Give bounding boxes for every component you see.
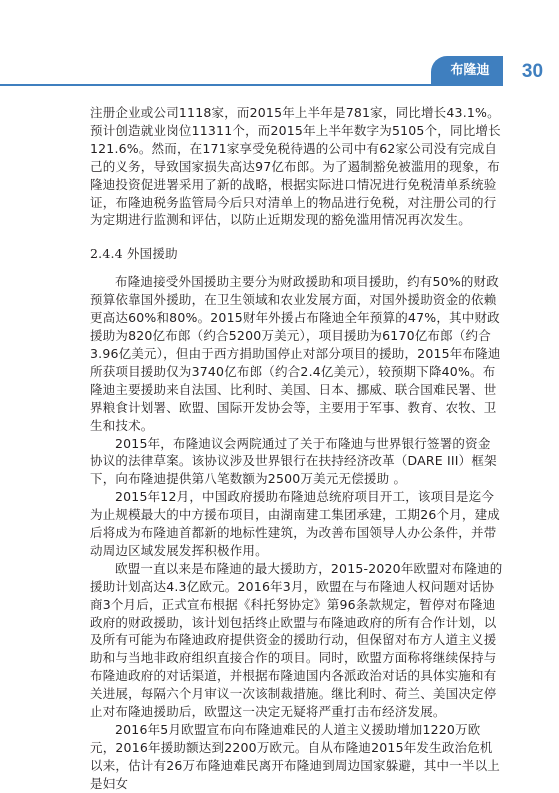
page-header [0,0,559,90]
section-heading-foreign-aid: 2.4.4 外国援助 [90,246,178,262]
paragraph-aid-overview: 布隆迪接受外国援助主要分为财政援助和项目援助，约有50%的财政预算依靠国外援助，在卫生领域和农业发展方面，对国外援助资金的依赖更高达60%和80%。2015财年外援占布隆迪全年预算的47%，其中财政援助为820亿布郎（约合5200万美元），项目援助为6170亿布郎（约合3.96亿美元），但由于西方捐助国停止对部分项目的援助，2015年布隆迪所获项目援助仅为3740亿布郎（约合2.4亿美元），较预期下降40%。布隆迪主要援助来自法国、比利时、美国、日本、挪威、联合国难民署、世界粮食计划署、欧盟、国际开发协会等，主要用于军事、教育、农牧、卫生和技术。 [90,274,501,433]
paragraph-investment-continued: 注册企业或公司1118家，而2015年上半年是781家，同比增长43.1%。预计创造就业岗位11311个，而2015年上半年数字为5105个，同比增长121.6%。然而，在171家享受免税待遇的公司中有62家公司没有完成自己的义务，导致国家损失高达97亿布郎。为了遏制豁免被滥用的现象，布隆迪投资促进署采用了新的战略，根据实际进口情况进行免税清单系统验证，布隆迪税务监管局今后只对清单上的物品进行免税，对注册公司的行为定期进行监测和评估，以防止近期发现的豁免滥用情况再次发生。 [90,105,501,228]
paragraph-eu-humanitarian: 2016年5月欧盟宣布向布隆迪难民的人道主义援助增加1220万欧元，2016年援助额达到2200万欧元。自从布隆迪2015年发生政治危机以来，估计有26万布隆迪难民离开布隆迪到周边国家躲避，其中一半以上是妇女 [90,722,501,791]
header-section-label: 布隆迪 [450,63,490,78]
header-rule [0,84,503,86]
paragraph-china-aid: 2015年12月，中国政府援助布隆迪总统府项目开工，该项目是迄今为止规模最大的中方援布项目，由湖南建工集团承建，工期26个月，建成后将成为布隆迪首都新的地标性建筑，为改善布国领导人办公条件，并带动周边区域发展发挥积极作用。 [90,489,501,558]
paragraph-world-bank: 2015年，布隆迪议会两院通过了关于布隆迪与世界银行签署的资金协议的法律草案。该协议涉及世界银行在扶持经济改革（DARE III）框架下，向布隆迪提供第八笔数额为2500万美元无偿援助 。 [90,435,497,487]
paragraph-eu-aid: 欧盟一直以来是布隆迪的最大援助方，2015-2020年欧盟对布隆迪的援助计划高达4.3亿欧元。2016年3月，欧盟在与布隆迪人权问题对话协商3个月后，正式宣布根据《科托努协定》第96条款规定，暂停对布隆迪政府的财政援助，该计划包括终止欧盟与布隆迪政府的所有合作计划，以及所有可能为布隆迪政府提供资金的援助行动，但保留对布方人道主义援助和与当地非政府组织直接合作的项目。同时，欧盟方面称将继续保持与布隆迪政府的对话渠道，并根据布隆迪国内各派政治对话的具体实施和有关进展，每隔六个月审议一次该制裁措施。继比利时、荷兰、美国决定停止对布隆迪援助后，欧盟这一决定无疑将严重打击布经济发展。 [90,560,503,720]
page-number: 30 [521,61,544,82]
document-body [90,104,503,793]
